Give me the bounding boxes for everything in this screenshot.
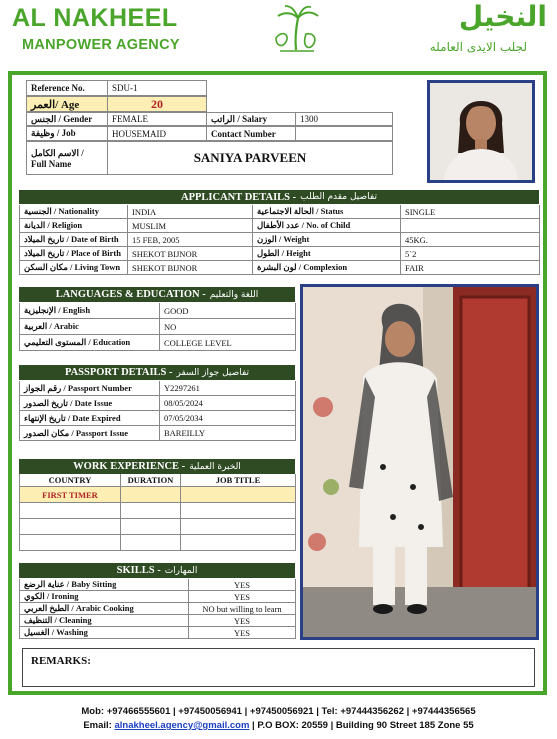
contact-label: Contact Number xyxy=(206,126,296,141)
skill-value: YES xyxy=(189,627,296,639)
reference-label: Reference No. xyxy=(26,80,108,96)
footer-address xyxy=(0,720,557,731)
age-label: العمر/ Age xyxy=(26,96,108,112)
passport-value: BAREILLY xyxy=(160,426,296,441)
skill-label: التنظيف / Cleaning xyxy=(20,615,189,627)
experience-cell xyxy=(121,503,181,519)
language-row xyxy=(19,335,296,351)
applicant-label: تاريخ الميلاد / Place of Birth xyxy=(20,247,128,261)
passport-value: 08/05/2024 xyxy=(160,396,296,411)
company-tagline: MANPOWER AGENCY xyxy=(22,37,180,53)
applicant-value: INDIA xyxy=(128,205,253,219)
footer-contacts: Mob: +97466555601 | +97450056941 | +97450056921 | Tel: +97444356262 | +97444356565 xyxy=(81,706,476,717)
skill-value: YES xyxy=(189,579,296,591)
palm-calligraphy-logo xyxy=(268,4,324,56)
experience-row xyxy=(19,519,296,535)
company-tagline-ar: لجلب الايدى العامله xyxy=(429,40,527,54)
skill-value: YES xyxy=(189,615,296,627)
reference-value: SDU-1 xyxy=(107,80,207,96)
applicant-value: SINGLE xyxy=(401,205,540,219)
applicant-value: MUSLIM xyxy=(128,219,253,233)
language-row xyxy=(19,303,296,319)
applicant-value xyxy=(401,219,540,233)
passport-row xyxy=(19,381,296,396)
remarks-label: REMARKS: xyxy=(31,655,91,667)
experience-cell xyxy=(20,519,121,535)
skill-row xyxy=(19,627,296,639)
passport-label: تاريخ الصدور / Date Issue xyxy=(20,396,160,411)
language-label: العربية / Arabic xyxy=(20,319,160,335)
skills-title: SKILLS - xyxy=(116,565,161,576)
skill-row xyxy=(19,615,296,627)
fullname-label xyxy=(26,141,108,175)
language-value: GOOD xyxy=(160,303,296,319)
applicant-label: الوزن / Weight xyxy=(253,233,401,247)
skills-title-ar: المهارات xyxy=(164,565,198,576)
experience-cell xyxy=(20,503,121,519)
skill-label: عناية الرضع / Baby Sitting xyxy=(20,579,189,591)
applicant-row xyxy=(19,261,540,275)
applicant-label: عدد الأطفال / No. of Child xyxy=(253,219,401,233)
job-label: وظيفة / Job xyxy=(26,126,108,141)
address-text: | P.O BOX: 20559 | Building 90 Street 185 Zone 55 xyxy=(249,720,474,731)
experience-row xyxy=(19,487,296,503)
skill-label: الكوي / Ironing xyxy=(20,591,189,603)
experience-cell: FIRST TIMER xyxy=(20,487,121,503)
applicant-row xyxy=(19,219,540,233)
fullname-value: SANIYA PARVEEN xyxy=(107,141,393,175)
skill-value: NO but willing to learn xyxy=(189,603,296,615)
remarks-box xyxy=(22,648,535,687)
passport-label: مكان الصدور / Passport Issue xyxy=(20,426,160,441)
applicant-value: 45KG. xyxy=(401,233,540,247)
passport-row xyxy=(19,396,296,411)
applicant-label: الطول / Height xyxy=(253,247,401,261)
email-link[interactable]: alnakheel.agency@gmail.com xyxy=(114,720,250,731)
experience-column-header: JOB TITLE xyxy=(181,474,296,487)
language-value: NO xyxy=(160,319,296,335)
applicant-value: 5`2 xyxy=(401,247,540,261)
email-prefix: Email: xyxy=(83,720,115,731)
applicant-value: SHEKOT BIJNOR xyxy=(128,247,253,261)
passport-label: رقم الجواز / Passport Number xyxy=(20,381,160,396)
passport-title: PASSPORT DETAILS - xyxy=(64,367,173,378)
experience-row xyxy=(19,503,296,519)
passport-row xyxy=(19,411,296,426)
experience-header-row xyxy=(19,474,296,487)
passport-value: Y2297261 xyxy=(160,381,296,396)
age-value: 20 xyxy=(107,96,207,112)
languages-title-ar: اللغة والتعليم xyxy=(209,289,259,300)
applicant-value: SHEKOT BIJNOR xyxy=(128,261,253,275)
languages-header xyxy=(19,287,295,302)
salary-value: 1300 xyxy=(295,112,393,126)
passport-label: تاريخ الإنتهاء / Date Expired xyxy=(20,411,160,426)
passport-value: 07/05/2034 xyxy=(160,411,296,426)
experience-row xyxy=(19,535,296,551)
languages-title: LANGUAGES & EDUCATION - xyxy=(55,289,206,300)
experience-title: WORK EXPERIENCE - xyxy=(73,461,186,472)
language-label: الإنجليزية / English xyxy=(20,303,160,319)
skills-header xyxy=(19,563,295,578)
language-value: COLLEGE LEVEL xyxy=(160,335,296,351)
experience-column-header: COUNTRY xyxy=(20,474,121,487)
language-label: المستوى التعليمي / Education xyxy=(20,335,160,351)
contact-value xyxy=(295,126,393,141)
applicant-value: FAIR xyxy=(401,261,540,275)
skill-label: الطبخ العربي / Arabic Cooking xyxy=(20,603,189,615)
experience-cell xyxy=(181,535,296,551)
applicant-title: APPLICANT DETAILS - xyxy=(181,191,297,203)
skill-value: YES xyxy=(189,591,296,603)
experience-cell xyxy=(20,535,121,551)
applicant-details-header xyxy=(19,190,539,204)
applicant-label: الحالة الاجتماعية / Status xyxy=(253,205,401,219)
passport-row xyxy=(19,426,296,441)
skill-row xyxy=(19,603,296,615)
passport-photo xyxy=(427,80,535,183)
experience-header xyxy=(19,459,295,474)
applicant-label: الديانة / Religion xyxy=(20,219,128,233)
applicant-value: 15 FEB, 2005 xyxy=(128,233,253,247)
experience-column-header: DURATION xyxy=(121,474,181,487)
experience-cell xyxy=(121,535,181,551)
experience-cell xyxy=(121,519,181,535)
job-value: HOUSEMAID xyxy=(107,126,207,141)
applicant-row xyxy=(19,205,540,219)
experience-title-ar: الخبرة العملية xyxy=(189,461,241,472)
company-name: AL NAKHEEL xyxy=(12,4,178,32)
gender-value: FEMALE xyxy=(107,112,207,126)
passport-title-ar: تفاصيل جواز السفر xyxy=(176,367,250,378)
experience-cell xyxy=(181,487,296,503)
applicant-label: الجنسية / Nationality xyxy=(20,205,128,219)
skill-row xyxy=(19,591,296,603)
skill-row xyxy=(19,579,296,591)
full-body-photo xyxy=(300,284,539,640)
applicant-label: تاريخ الميلاد / Date of Birth xyxy=(20,233,128,247)
fullname-label-en: Full Name xyxy=(31,158,72,169)
applicant-row xyxy=(19,247,540,261)
applicant-row xyxy=(19,233,540,247)
skill-label: الغسيل / Washing xyxy=(20,627,189,639)
language-row xyxy=(19,319,296,335)
passport-header xyxy=(19,365,295,380)
gender-label: الجنس / Gender xyxy=(26,112,108,126)
applicant-title-ar: تفاصيل مقدم الطلب xyxy=(300,192,377,202)
experience-cell xyxy=(121,487,181,503)
experience-cell xyxy=(181,503,296,519)
applicant-label: مكان السكن / Living Town xyxy=(20,261,128,275)
applicant-label: لون البشرة / Complexion xyxy=(253,261,401,275)
fullname-label-ar: الاسم الكامل / xyxy=(31,147,84,158)
experience-cell xyxy=(181,519,296,535)
salary-label: الراتب / Salary xyxy=(206,112,296,126)
company-name-ar: النخيل xyxy=(458,0,547,33)
